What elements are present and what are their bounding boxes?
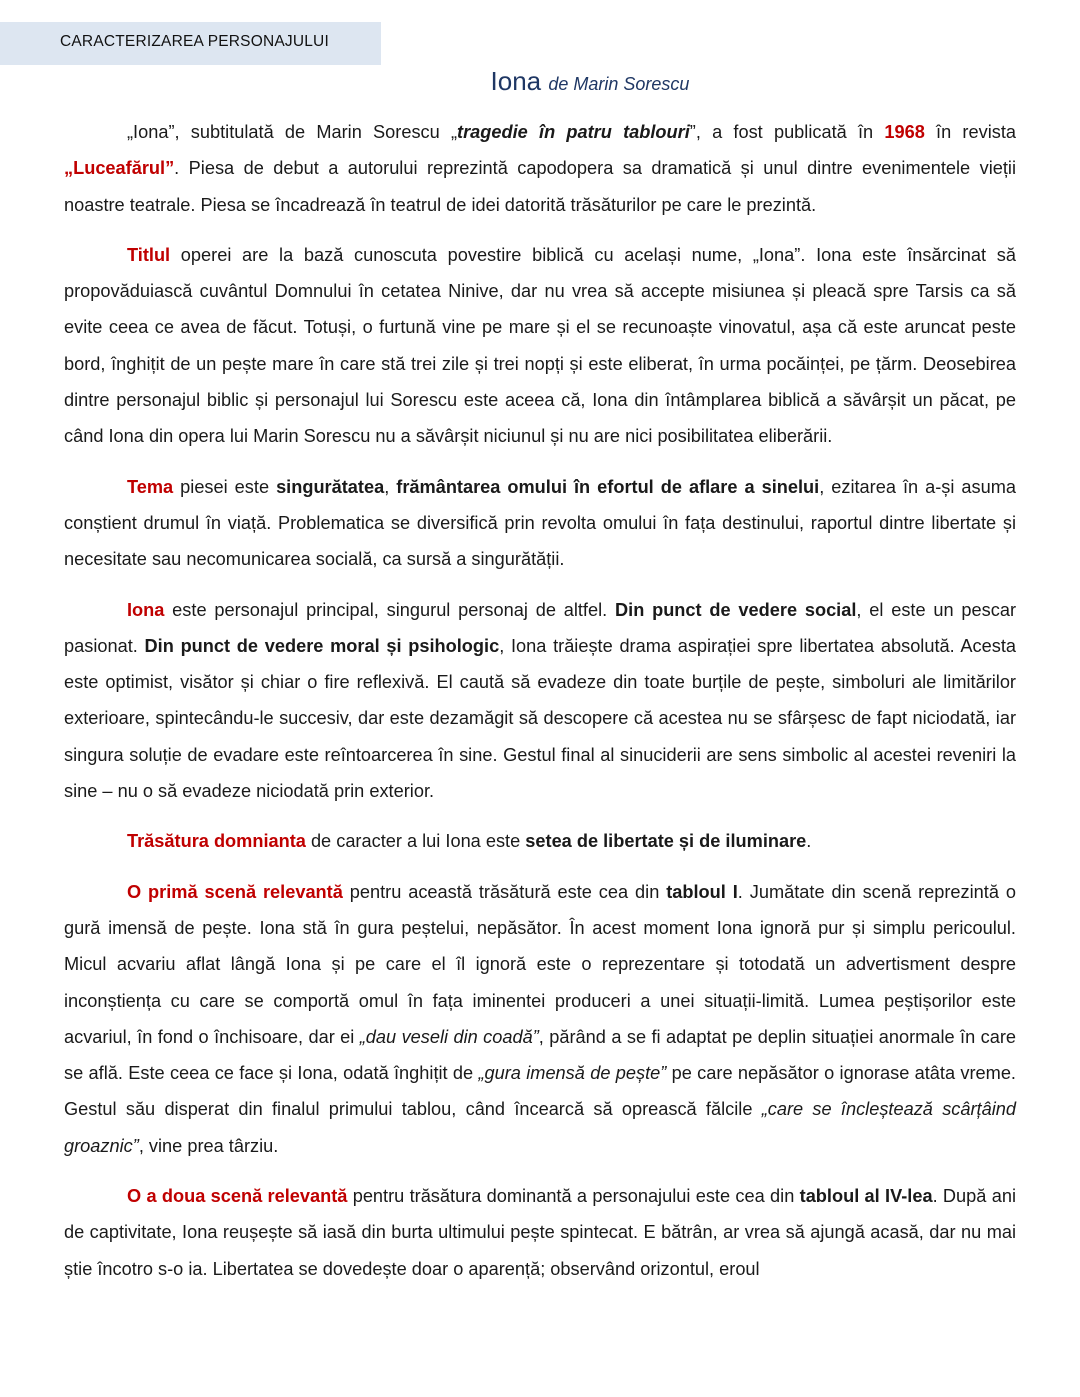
text-run: tabloul I (666, 881, 738, 902)
text-run: piesei este (173, 476, 277, 497)
text-run: O a doua scenă relevantă (127, 1186, 348, 1207)
paragraph-intro (64, 114, 1016, 223)
text-run: ”, a fost publicată în (689, 122, 885, 142)
text-run: Titlul (127, 244, 171, 265)
text-run: singurătatea (276, 476, 385, 497)
text-run: „Iona”, subtitulată de Marin Sorescu „ (127, 122, 458, 142)
text-run: . (806, 831, 812, 852)
text-run: pentru această trăsătură este cea din (342, 881, 667, 902)
paragraph-theme (64, 469, 1016, 578)
text-run: „dau veseli din coadă” (359, 1026, 539, 1047)
text-run: tabloul al IV-lea (799, 1186, 933, 1207)
title-main: Iona (490, 66, 542, 96)
text-run: „gura imensă de pește” (478, 1063, 667, 1084)
text-run: O primă scenă relevantă (127, 881, 343, 902)
page-title (0, 66, 1080, 97)
text-run: „Luceafărul” (64, 158, 175, 179)
paragraph-second-scene (64, 1178, 1016, 1287)
text-run: operei are la bază cunoscuta povestire biblică cu același nume, „Iona”. Iona este însărcinat să propovăduiască cuvântul Domnului în cetatea Ninive, dar nu vrea să accepte misiunea și pleacă spre Tarsis ca să evite ceea ce avea de făcut. Totuși, o furtună vine pe mare și el se recunoaște vinovatul, așa că este aruncat peste bord, înghițit de un pește mare în care stă trei zile și trei nopți și este eliberat, în urma pocăinței, pe țărm. Deosebirea dintre personajul biblic și personajul lui Sorescu este aceea că, Iona din întâmplarea biblică a săvârșit un păcat, pe când Iona din opera lui Marin Sorescu nu a săvârșit niciunul și nu are nici posibilitatea eliberării. (64, 244, 1016, 447)
text-run: „care se încleștează scârțâind groaznic” (64, 1099, 1016, 1156)
section-header (0, 22, 381, 65)
text-run: Tema (127, 476, 174, 497)
paragraph-character (64, 592, 1016, 810)
text-run: , (384, 476, 397, 497)
document-body (64, 114, 1016, 1301)
text-run: . După ani de captivitate, Iona reușește să iasă din burta ultimului pește spintecat. E bătrân, ar vrea să ajungă acasă, dar nu mai știe încotro s-o ia. Libertatea se dovedește doar o aparență; observând orizontul, eroul (64, 1186, 1016, 1279)
text-run: este personajul principal, singurul personaj de altfel. (164, 599, 615, 620)
text-run: Iona (127, 599, 165, 620)
paragraph-dominant-trait (64, 823, 1016, 859)
text-run: de caracter a lui Iona este (305, 831, 526, 852)
text-run: 1968 (884, 122, 925, 142)
text-run: , el este un pescar pasionat. (64, 599, 1017, 656)
text-run: tragedie în patru tablouri (457, 122, 690, 142)
text-run: , vine prea târziu. (138, 1135, 279, 1156)
text-run: , ezitarea în a-și asuma conștient drumul în viață. Problematica se diversifică prin revolta omului în fața destinului, raportul dintre libertate și necesitate sau necomunicarea socială, ca sursă a singurătății. (64, 476, 1017, 570)
text-run: pe care nepăsător o ignorase atâta vreme. Gestul său disperat din finalul primului tablou, când încearcă să oprească fălcile (64, 1063, 1016, 1120)
text-run: pentru trăsătura dominantă a personajului este cea din (347, 1186, 800, 1207)
paragraph-title (64, 237, 1016, 455)
text-run: . Piesa de debut a autorului reprezintă capodopera sa dramatică și unul dintre evenimentele vieții noastre teatrale. Piesa se încadrează în teatrul de idei datorită trăsăturilor pe care le prezintă. (64, 158, 1016, 215)
text-run: Trăsătura domnianta (127, 831, 306, 852)
text-run: Din punct de vedere social (615, 599, 857, 620)
text-run: frământarea omului în efortul de aflare a sinelui (396, 476, 820, 497)
title-subtitle: de Marin Sorescu (548, 74, 690, 94)
section-header-label: CARACTERIZAREA PERSONAJULUI (60, 33, 329, 50)
text-run: . Jumătate din scenă reprezintă o gură imensă de pește. Iona stă în gura peștelui, nepăsător. În acest moment Iona ignoră pur și simplu pericoulul. Micul acvariu aflat lângă Iona și pe care el îl ignoră este o reprezentare și totodată un advertisment despre inconștiența cu care se comportă omul în fața iminentei produceri a unei situații-limită. Lumea peștișorilor este acvariul, în fond o închisoare, dar ei (64, 881, 1016, 1047)
text-run: , Iona trăiește drama aspirației spre libertatea absolută. Acesta este optimist, visător și chiar o fire reflexivă. El caută să evadeze din toate burțile de pește, simboluri ale limitărilor exterioare, spintecându-le succesiv, dar este dezamăgit să descopere că acestea nu se sfârșesc de fapt niciodată, iar singura soluție de evadare este reîntoarcerea în sine. Gestul final al sinuciderii are sens simbolic al acestei reveniri la sine – nu o să evadeze niciodată prin exterior. (64, 635, 1017, 802)
paragraph-first-scene (64, 874, 1016, 1164)
text-run: , părând a se fi adaptat pe deplin situației anormale în care se află. Este ceea ce face și Iona, odată înghițit de (64, 1026, 1016, 1084)
text-run: setea de libertate și de iluminare (525, 831, 807, 852)
text-run: Din punct de vedere moral și psihologic (144, 635, 500, 656)
text-run: în revista (924, 122, 1016, 142)
